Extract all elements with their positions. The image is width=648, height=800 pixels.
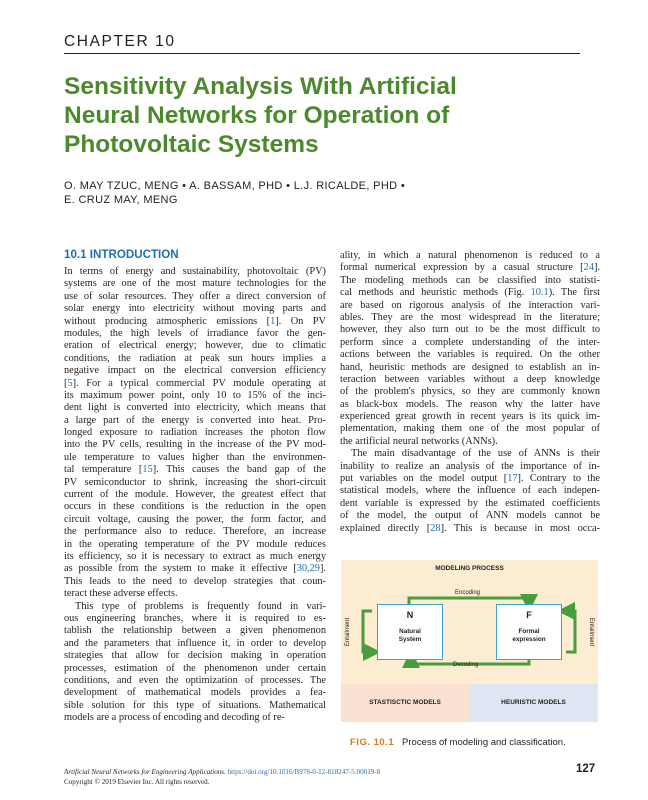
text-line: solar energy into electricity without moving parts and (64, 303, 326, 315)
entailment-right-label: Entailment (588, 617, 594, 647)
text-line: dent light is converted into electricity, which means that (64, 402, 326, 414)
text-line: strategies that allow for decision making in operation (64, 650, 326, 662)
text-line: tal temperature [15]. This causes the band gap of the (64, 464, 326, 476)
text-line: formal numerical expression by a casual structure [24]. (340, 262, 600, 274)
author-list (64, 179, 405, 207)
text-line: inability to realize an analysis of the importance of in- (340, 460, 600, 472)
text-line: are based on rigorous analysis of the interaction vari- (340, 299, 600, 311)
text-line: perform since a complete understanding of the inter- (340, 336, 600, 348)
text-line: in the operating temperature of the PV module reduces (64, 538, 326, 550)
text-line: ables. They are the most widespread in the literature; (340, 311, 600, 323)
figure-10-1 (341, 560, 598, 722)
text-line: the performance also to reduce. Therefore, an increase (64, 526, 326, 538)
text-line: longed exposure to radiation increases the photon flow (64, 427, 326, 439)
chapter-rule (64, 53, 580, 54)
formal-expression-letter: F (526, 610, 532, 620)
chapter-label: CHAPTER 10 (64, 33, 176, 50)
text-line: put variables on the model output [17]. Contrary to the (340, 473, 600, 485)
right-column (340, 250, 600, 535)
text-line: of the problem's physics, so they are commonly known (340, 386, 600, 398)
text-line: The modeling methods can be classified into statisti- (340, 274, 600, 286)
entailment-right-bracket (566, 611, 575, 652)
text-line: ous engineering branches, where it is required to es- (64, 612, 326, 624)
title-line: Photovoltaic Systems (64, 131, 319, 158)
natural-system-label: Natural System (398, 628, 422, 643)
citation-link[interactable]: 30,29 (296, 563, 320, 575)
footer-copyright: Copyright © 2019 Elsevier Inc. All rights reserved. (64, 778, 210, 786)
text-line: experienced great growth in recent years is its quick im- (340, 411, 600, 423)
left-column (64, 266, 326, 724)
entailment-left-bracket (363, 611, 372, 652)
text-line: models are a process of encoding and decoding of re- (64, 712, 285, 724)
text-line: tablish the relationship between a given phenomenon (64, 625, 326, 637)
text-line: circuit voltage, causing the power, the form factor, and (64, 513, 326, 525)
text-line: current of the module. However, the greatest effect that (64, 489, 326, 501)
formal-expression-label: Formal expression (512, 628, 546, 643)
decoding-label: Decoding (453, 662, 479, 668)
page-number: 127 (576, 763, 596, 775)
text-line: This type of problems is frequently found in vari- (75, 600, 326, 612)
entailment-left-label: Entailment (345, 617, 351, 647)
citation-link[interactable]: 15 (142, 464, 153, 476)
figure-caption (350, 737, 566, 748)
text-line: processes, estimation of the phenomenon under certain (64, 662, 326, 674)
natural-system-letter: N (406, 610, 414, 620)
text-line: occurs in these conditions is the reduction in the open (64, 501, 326, 513)
text-line: [5]. For a typical commercial PV module operating at (64, 377, 326, 389)
text-line: hand, heuristic methods are designed to establish an in- (340, 361, 600, 373)
text-line: its efficiency, so it is necessary to extract as much energy (64, 550, 326, 562)
text-line: dent variable is expressed by the estimated coefficients (340, 497, 600, 509)
figure-caption-text: Process of modeling and classification. (402, 737, 566, 748)
citation-link[interactable]: 1 (270, 315, 276, 327)
footer-book-title: Artificial Neural Networks for Engineering Applications. (64, 768, 226, 776)
text-line: PV semiconductor to shrink, increasing the short-circuit (64, 476, 326, 488)
title-line: Neural Networks for Operation of (64, 102, 450, 129)
text-line: explained directly [28]. This is because in most occa- (340, 522, 600, 534)
text-line: and the parameters that influence it, in order to develop (64, 637, 326, 649)
citation-link[interactable]: 17 (507, 473, 518, 485)
text-line: actions between the variables is required. On the other (340, 349, 600, 361)
text-line: eration of electrical energy; however, due to climatic (64, 340, 326, 352)
citation-link[interactable]: 10.1 (530, 287, 549, 299)
text-line: cal methods and heuristic methods (Fig. 10.1). The first (340, 287, 600, 299)
text-line: a large part of the energy is converted into heat. Pro- (64, 414, 326, 426)
section-heading: 10.1 INTRODUCTION (64, 248, 179, 261)
text-line: without producing atmospheric emissions [1]. On PV (64, 315, 326, 327)
natural-system-box (377, 604, 443, 660)
author-line: O. MAY TZUC, MENG • A. BASSAM, PHD • L.J. RICALDE, PHD • (64, 180, 406, 192)
text-line: This leads to the need to develop strategies that coun- (64, 575, 326, 587)
text-line: plementation, making them one of the most popular of (340, 423, 600, 435)
text-line: teraction between variables without a deep knowledge (340, 373, 600, 385)
formal-expression-box (496, 604, 562, 660)
text-line: teract these adverse effects. (64, 588, 178, 600)
chapter-title (64, 72, 584, 159)
text-line: ality, in which a natural phenomenon is reduced to a (340, 250, 600, 261)
text-line: use of solar resources. They offer a direct conversion of (64, 290, 326, 302)
text-line: systems are one of the most mature technologies for the (64, 278, 326, 290)
author-line: E. CRUZ MAY, MENG (64, 194, 178, 206)
text-line: conditions, and even the optimization of processes. The (64, 674, 326, 686)
statistic-models-label: STASTISCTIC MODELS (369, 699, 441, 706)
text-line: the artificial neural networks (ANNs). (340, 435, 498, 447)
citation-link[interactable]: 28 (430, 522, 441, 534)
text-line: In terms of energy and sustainability, photovoltaic (PV) (64, 266, 326, 277)
text-line: negative impact on the electrical conversion efficiency (64, 365, 326, 377)
text-line: into the PV cells, resulting in the increase of the PV mod- (64, 439, 326, 451)
text-line: however, they also turn out to be the most difficult to (340, 324, 600, 336)
text-line: ule temperature to values higher than the environmen- (64, 451, 326, 463)
page-footer (64, 767, 380, 787)
title-line: Sensitivity Analysis With Artificial (64, 73, 457, 100)
text-line: sible solution for this type of situations. Mathematical (64, 699, 326, 711)
text-line: The main disadvantage of the use of ANNs is their (351, 448, 600, 460)
text-line: as black-box models. The reason why the latter have (340, 398, 600, 410)
figure-caption-label: FIG. 10.1 (350, 737, 395, 748)
text-line: development of mathematical models provides a fea- (64, 687, 326, 699)
footer-doi-link[interactable]: https://doi.org/10.1016/B978-0-12-818247-5.00019-8 (227, 768, 381, 776)
citation-link[interactable]: 5 (67, 377, 73, 389)
heuristic-models-label: HEURISTIC MODELS (501, 699, 566, 706)
text-line: statistical models, where the influence of each indepen- (340, 485, 600, 497)
citation-link[interactable]: 24 (583, 262, 594, 274)
encoding-label: Encoding (455, 590, 481, 596)
text-line: its maximum power point, only 10 to 15% of the inci- (64, 389, 326, 401)
text-line: modules, the high levels of irradiance favor the gen- (64, 327, 326, 339)
text-line: as possible from the system to make it effective [30,29]. (64, 563, 326, 575)
text-line: conditions, the radiation at peak sun hours implies a (64, 352, 326, 364)
text-line: of the model, the output of ANN models cannot be (340, 510, 600, 522)
modeling-process-heading: MODELING PROCESS (435, 565, 504, 572)
